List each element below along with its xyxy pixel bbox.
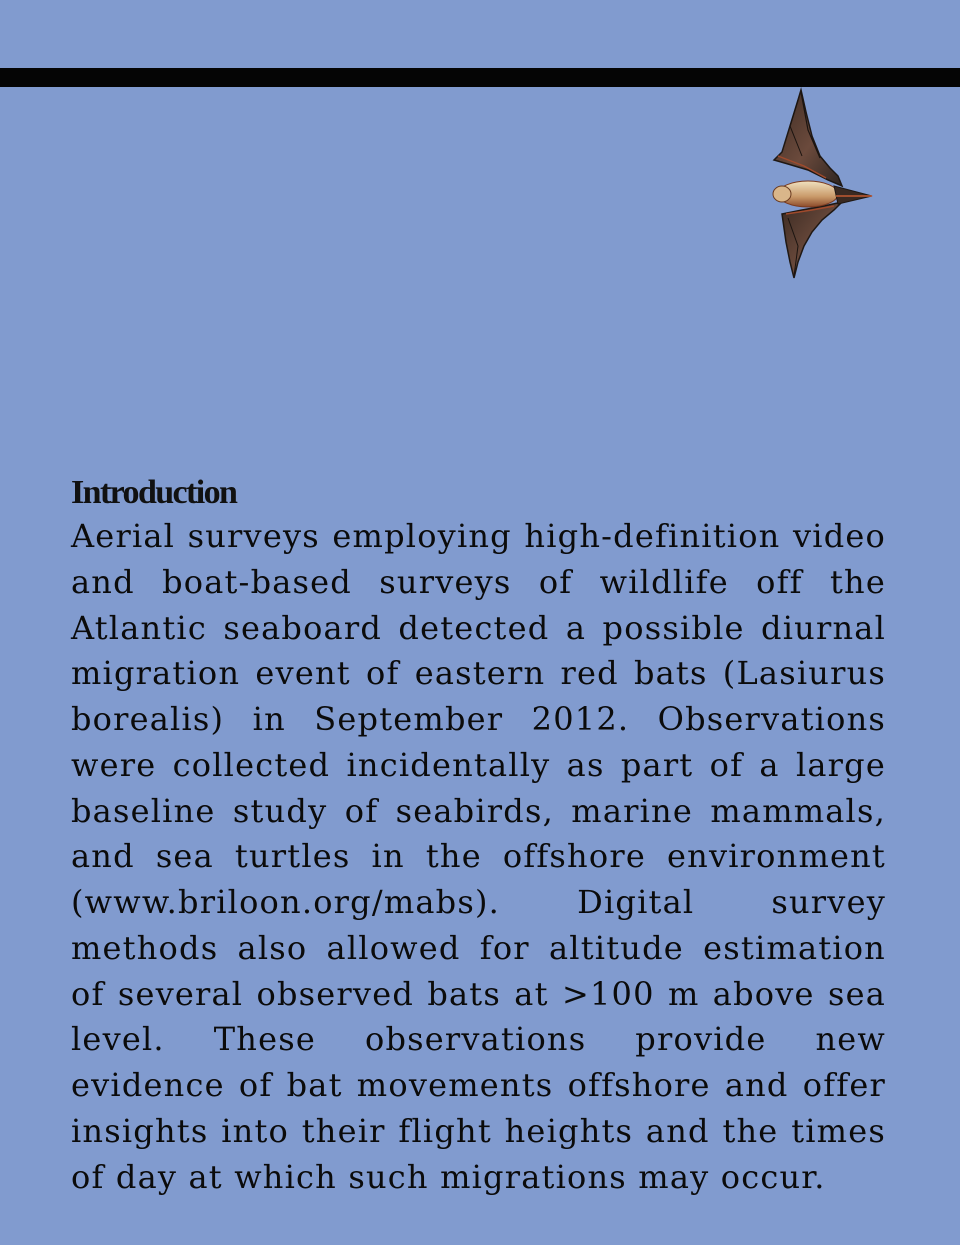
section-body: Aerial surveys employing high-definition video and boat-based surveys of wildlife off the Atlantic seaboard detected a possible diurnal migration event of eastern red bats (Lasiurus borealis) in September 2012. Observations were collected incidentally as part of a large baseline study of seabirds, marine mammals, and sea turtles in the offshore environment (www.briloon.org/mabs). Digital survey methods also allowed for altitude estimation of several observed bats at >100 m above sea level. These observations provide new evidence of bat movements offshore and offer insights into their flight heights and the times of day at which such migrations may occur.: [71, 517, 886, 1196]
header-rule: [0, 68, 960, 87]
introduction-section: [71, 472, 886, 1200]
section-heading: Introduction: [71, 474, 237, 511]
bat-icon: [773, 90, 872, 278]
bat-photo: [768, 86, 880, 282]
